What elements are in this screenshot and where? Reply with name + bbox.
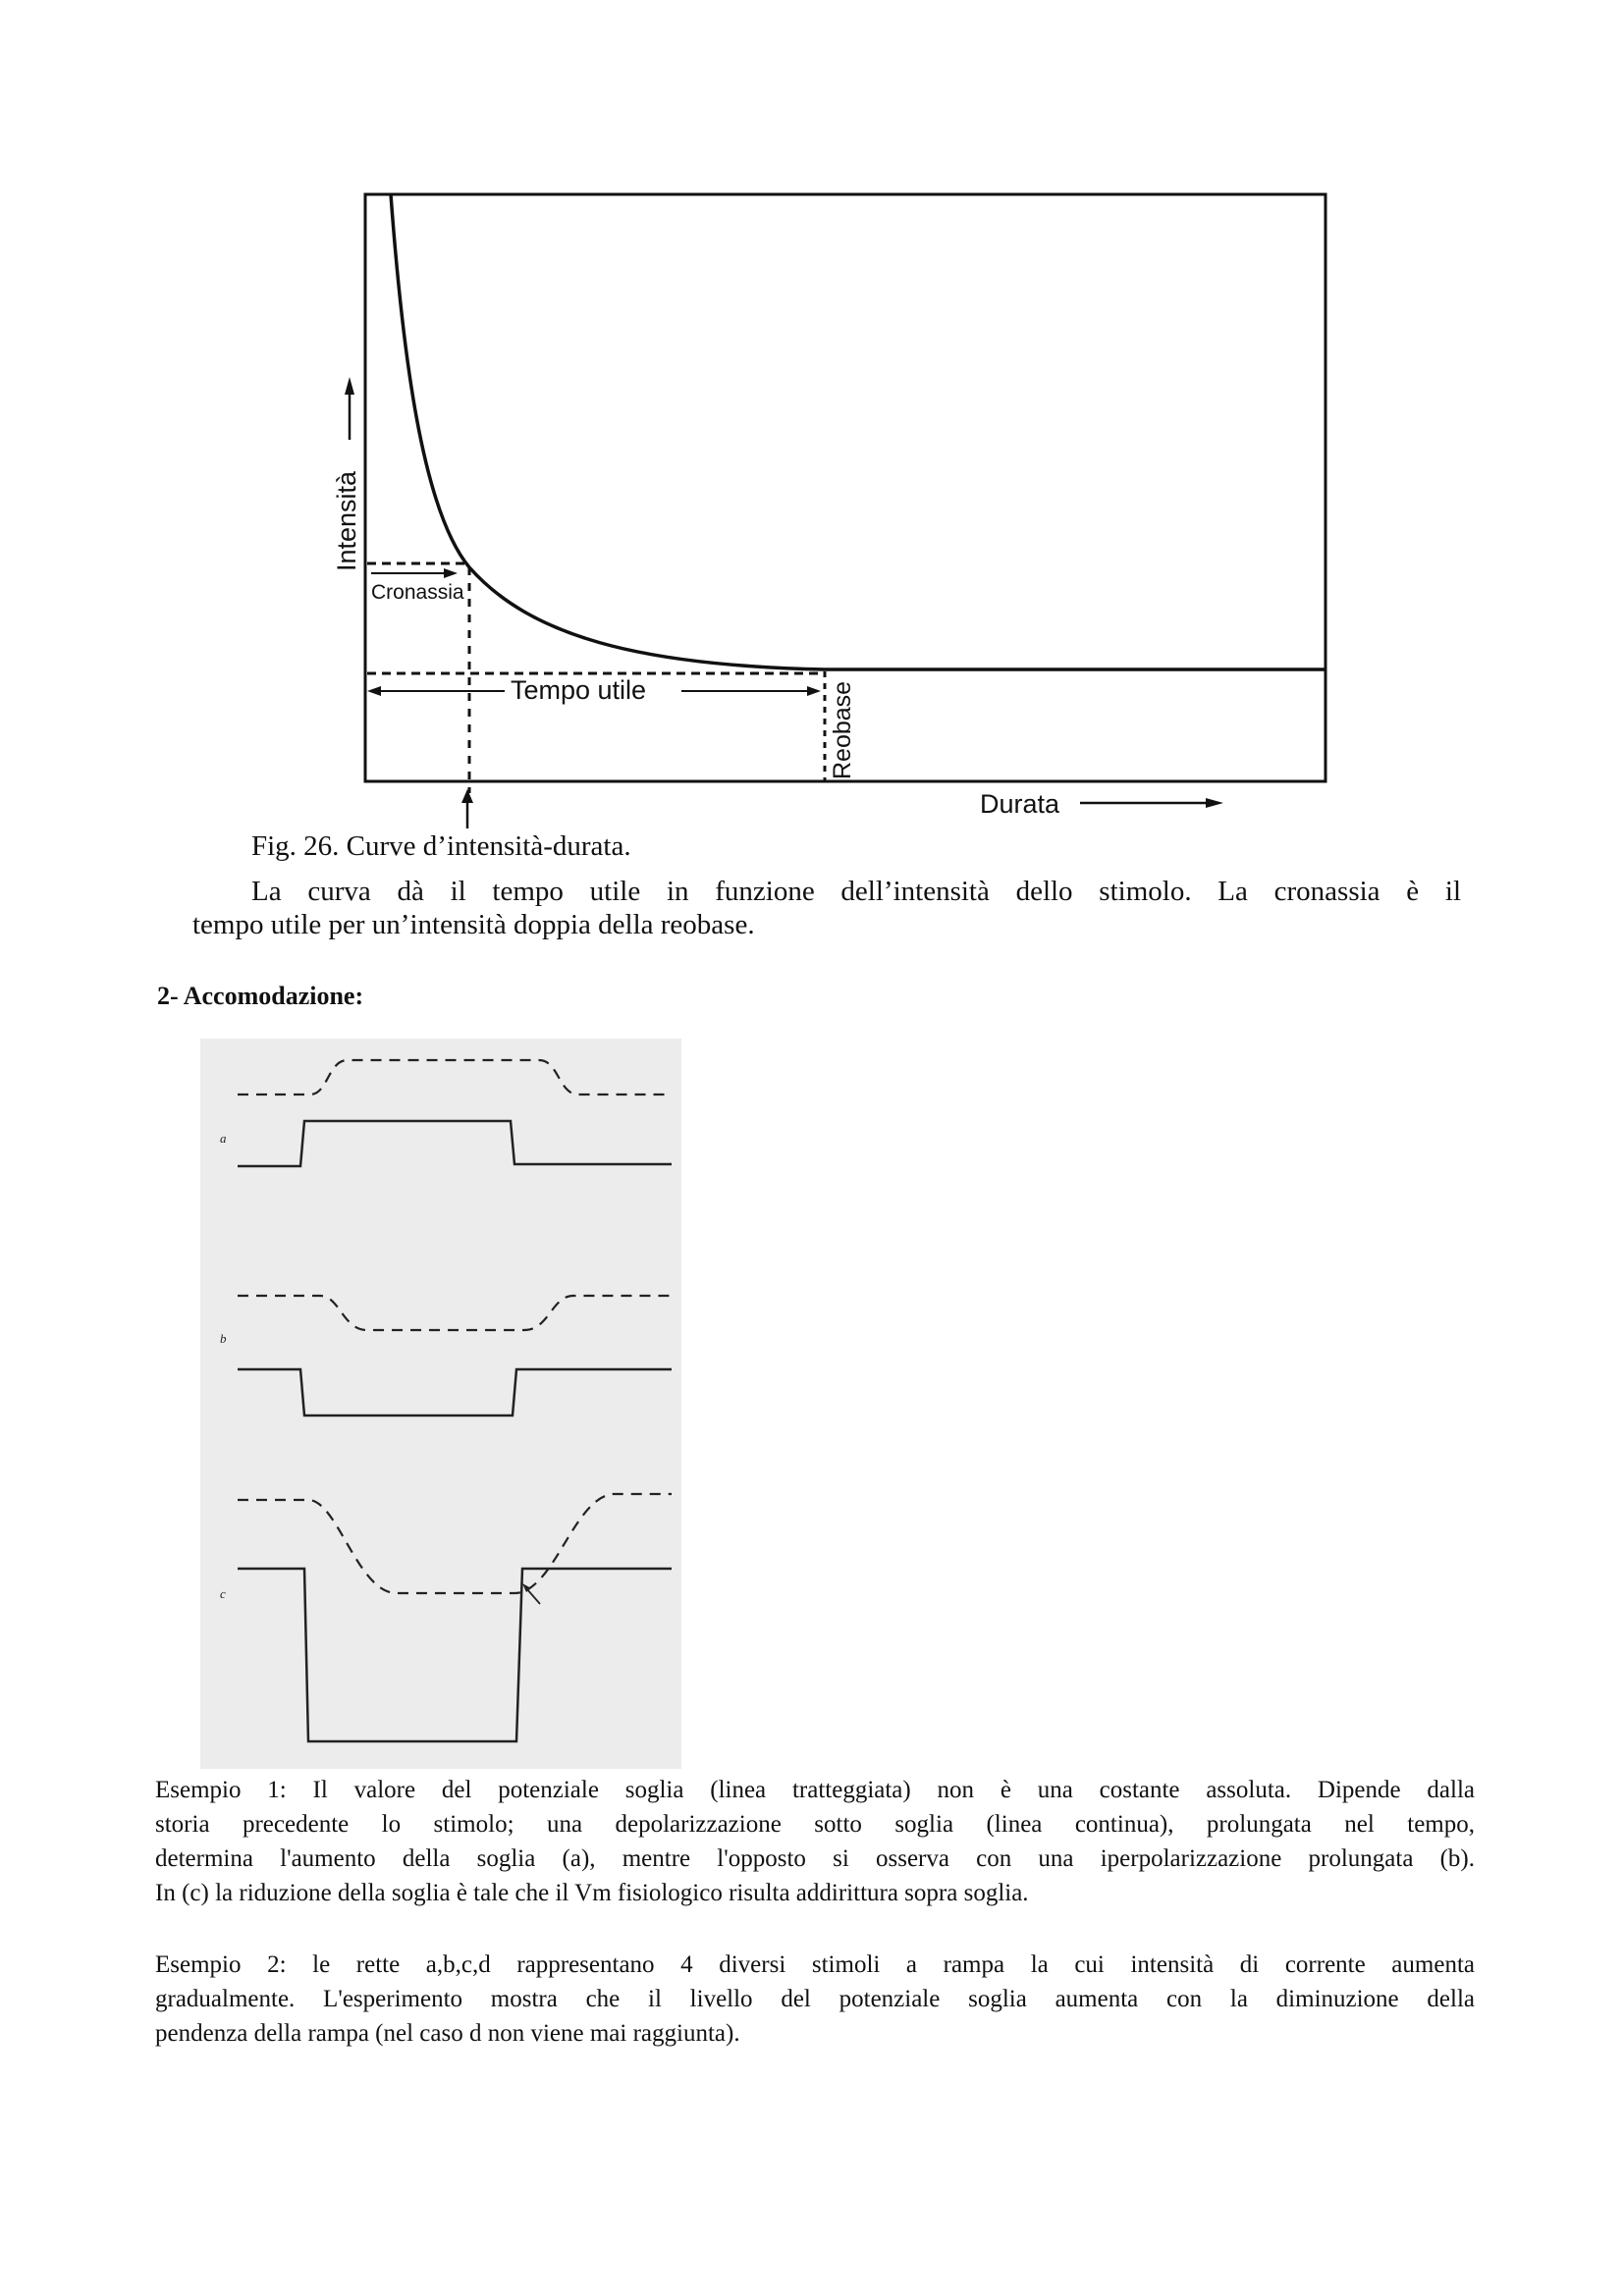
trace-b-vm (238, 1369, 672, 1415)
chronaxie-pointer-head (461, 789, 473, 803)
strength-duration-figure (0, 0, 1623, 864)
paragraph2-line: pendenza della rampa (nel caso d non viene mai raggiunta). (155, 2020, 740, 2047)
figure1-caption-line-1: La curva dà il tempo utile in funzione dell’intensità dello stimolo. La cronassia è il (251, 876, 1461, 907)
panel-label-b: b (220, 1331, 227, 1346)
figure1-caption-title: Fig. 26. Curve d’intensità-durata. (251, 830, 631, 862)
trace-a-threshold (238, 1060, 672, 1095)
accommodation-figure (200, 1039, 681, 1769)
figure1-caption-line-2: tempo utile per un’intensità doppia della reobase. (192, 909, 755, 940)
trace-a-vm (238, 1121, 672, 1166)
tempo-utile-arrow-left-head (367, 686, 381, 696)
trace-c-threshold (238, 1494, 672, 1593)
tempo-utile-label: Tempo utile (511, 675, 647, 705)
paragraph1-line: Esempio 1: Il valore del potenziale soglia (linea tratteggiata) non è una costante assoluta. Dipende dalla (155, 1777, 1475, 1803)
accommodation-traces (200, 1039, 681, 1769)
paragraph1-line: storia precedente lo stimolo; una depolarizzazione sotto soglia (linea continua), prolungata nel tempo, (155, 1811, 1475, 1838)
cronassia-label: Cronassia (371, 581, 464, 604)
y-axis-arrow-head (345, 377, 354, 395)
paragraph-esempio-1 (155, 1773, 1475, 1910)
tempo-utile-arrow-right-head (807, 686, 821, 696)
reobase-label: Reobase (829, 680, 856, 779)
cronassia-arrow-head (444, 568, 458, 578)
section-heading: 2- Accomodazione: (157, 982, 364, 1010)
panel-label-c: c (220, 1586, 226, 1601)
paragraph1-line: In (c) la riduzione della soglia è tale che il Vm fisiologico risulta addirittura sopra soglia. (155, 1880, 1029, 1906)
paragraph1-line: determina l'aumento della soglia (a), mentre l'opposto si osserva con una iperpolarizzazione prolungata (b). (155, 1845, 1475, 1872)
strength-duration-curve (391, 194, 1325, 669)
trace-c-vm (238, 1569, 672, 1741)
x-axis-label: Durata (980, 789, 1060, 819)
paragraph-esempio-2 (155, 1948, 1475, 2051)
paragraph2-line: Esempio 2: le rette a,b,c,d rappresentano 4 diversi stimoli a rampa la cui intensità di corrente aumenta (155, 1951, 1475, 1978)
trace-b-threshold (238, 1296, 672, 1330)
trace-c-arrow (526, 1588, 540, 1604)
panel-label-a: a (220, 1131, 227, 1146)
paragraph2-line: gradualmente. L'esperimento mostra che il livello del potenziale soglia aumenta con la diminuzione della (155, 1986, 1475, 2012)
y-axis-label: Intensità (332, 470, 361, 571)
trace-c-arrow-head (522, 1583, 531, 1592)
x-axis-arrow-head (1206, 798, 1223, 808)
